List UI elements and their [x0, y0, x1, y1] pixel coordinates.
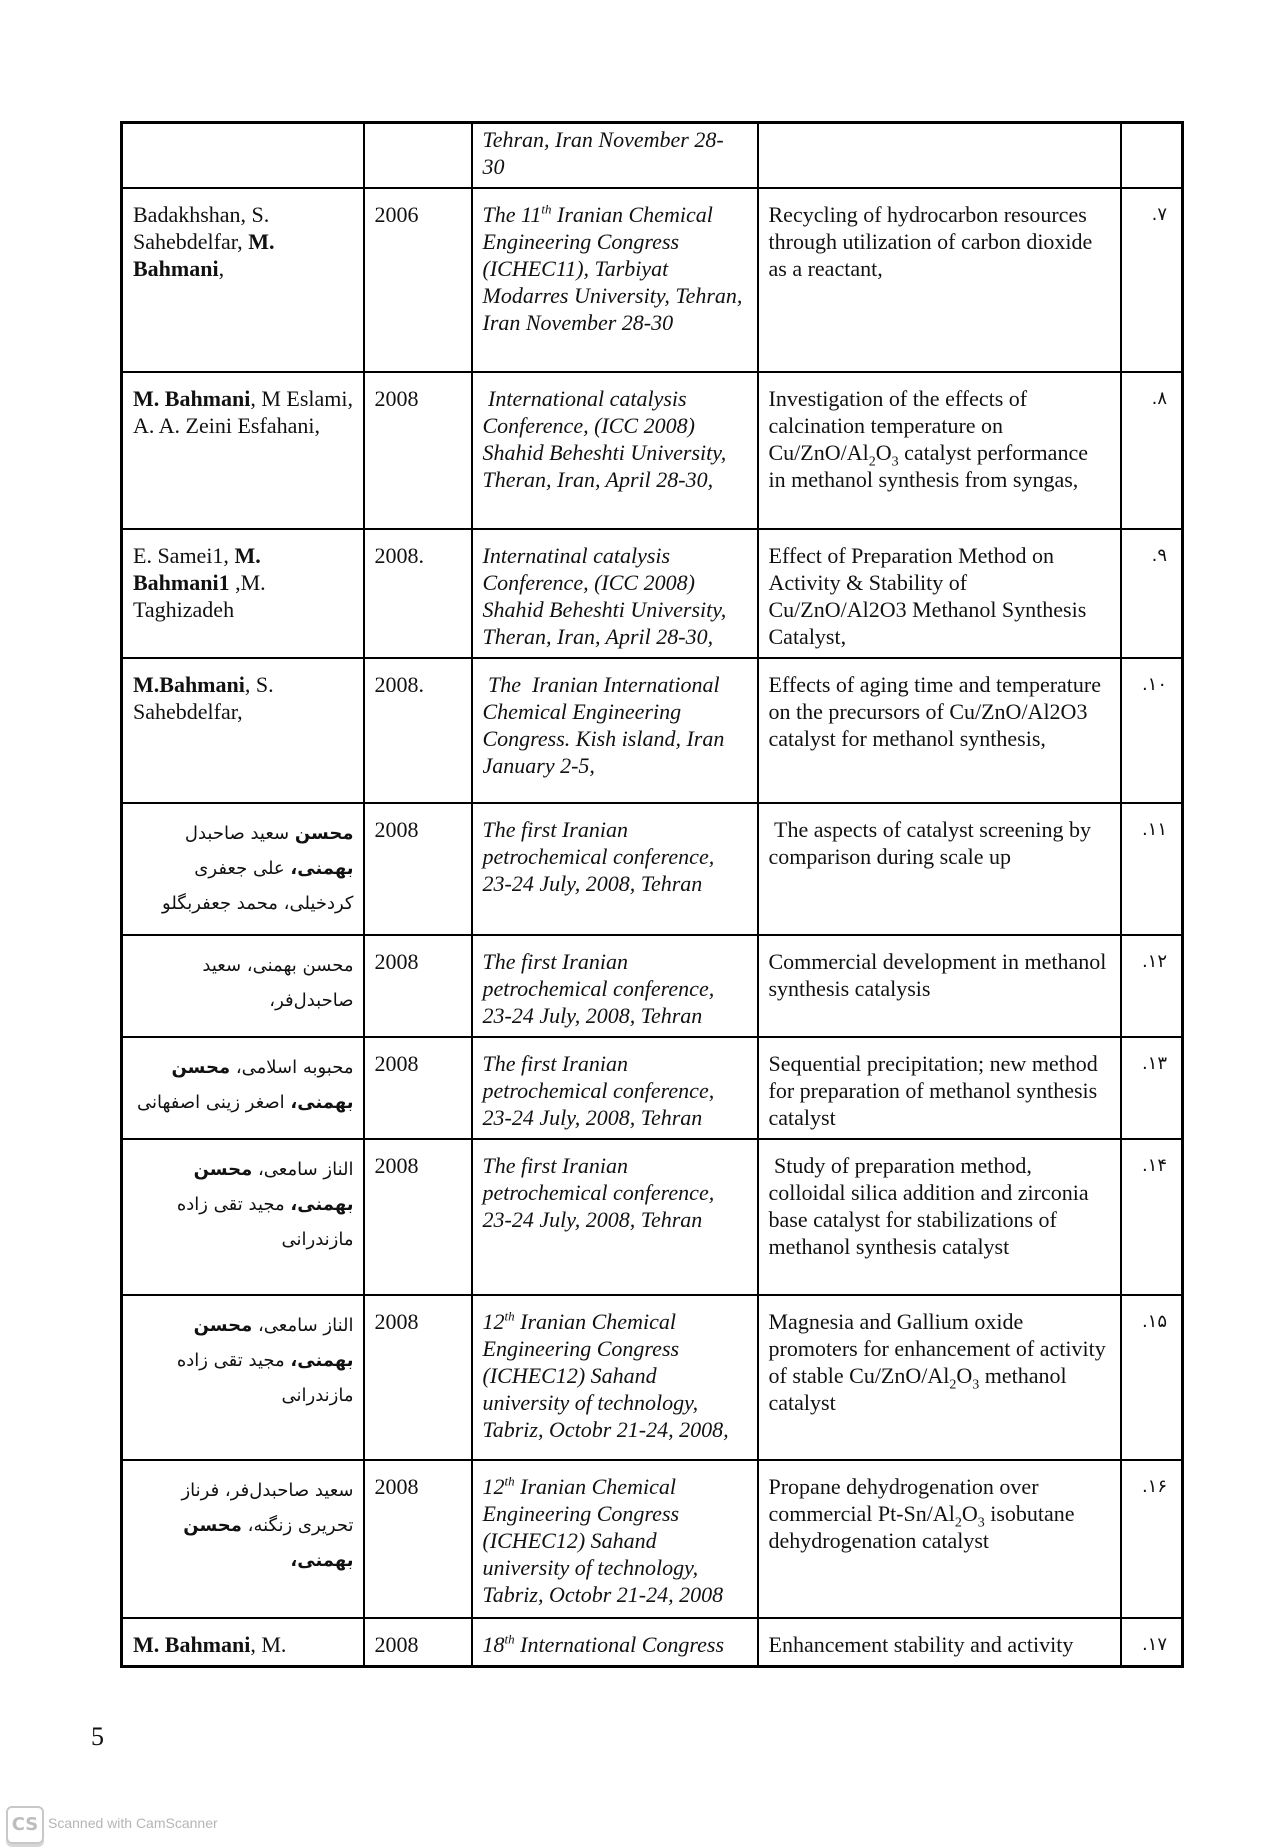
- authors-cell: [122, 123, 364, 188]
- row-number-cell: .۱۵: [1121, 1295, 1183, 1460]
- venue-cell: 12th Iranian Chemical Engineering Congress (ICHEC12) Sahand university of technology, Tabriz, Octobr 21-24, 2008,: [472, 1295, 758, 1460]
- venue-cell: The first Iranian petrochemical conference, 23-24 July, 2008, Tehran: [472, 1037, 758, 1139]
- year-cell: 2008: [364, 1295, 472, 1460]
- row-number-cell: .۷: [1121, 188, 1183, 372]
- author-text: Badakhshan, S. Sahebdelfar,: [133, 201, 270, 254]
- venue-cell: The first Iranian petrochemical conference, 23-24 July, 2008, Tehran: [472, 1139, 758, 1295]
- row-number-cell: [1121, 123, 1183, 188]
- camscanner-logo-icon: CS: [6, 1806, 44, 1844]
- publications-table: [120, 121, 1184, 1668]
- table-row: [122, 803, 1183, 935]
- year-cell: 2008: [364, 1139, 472, 1295]
- row-number-cell: .۱۷: [1121, 1618, 1183, 1667]
- author-text: E. Samei1,: [133, 542, 235, 568]
- author-text: ,: [218, 255, 225, 281]
- author-text: ,M. Taghizadeh: [133, 569, 266, 622]
- author-text: مجید تقی زاده مازندرانی: [176, 1193, 354, 1250]
- authors-cell: [122, 188, 364, 372]
- venue-cell: 12th Iranian Chemical Engineering Congress (ICHEC12) Sahand university of technology, Tabriz, Octobr 21-24, 2008: [472, 1460, 758, 1618]
- year-cell: 2008: [364, 1460, 472, 1618]
- year-cell: 2006: [364, 188, 472, 372]
- row-number-cell: .۱۶: [1121, 1460, 1183, 1618]
- paper-title-cell: Magnesia and Gallium oxide promoters for enhancement of activity of stable $Cu/ZnO/Al_2O_3$ methanol catalyst: [758, 1295, 1121, 1460]
- table-row: [122, 1618, 1183, 1667]
- paper-title-cell: [758, 123, 1121, 188]
- highlighted-author: محسن بهمنی،: [171, 1056, 354, 1113]
- authors-cell: [122, 1618, 364, 1667]
- row-number-cell: .۸: [1121, 372, 1183, 529]
- highlighted-author: محسن: [294, 822, 354, 844]
- row-number-cell: .۱۳: [1121, 1037, 1183, 1139]
- table-row: [122, 372, 1183, 529]
- row-number-cell: .۱۱: [1121, 803, 1183, 935]
- row-number-cell: .۱۲: [1121, 935, 1183, 1037]
- highlighted-author: محسن بهمنی،: [193, 1158, 354, 1215]
- venue-line: Tehran, Iran November 28-: [482, 127, 724, 152]
- author-text: , M.: [250, 1631, 287, 1657]
- paper-title-cell: Commercial development in methanol synthesis catalysis: [758, 935, 1121, 1037]
- year-cell: 2008: [364, 372, 472, 529]
- author-text: محبوبه اسلامی،: [230, 1056, 354, 1078]
- table-row: [122, 1037, 1183, 1139]
- author-text: الناز سامعی،: [252, 1158, 354, 1180]
- authors-cell: [122, 1037, 364, 1139]
- venue-cell: The first Iranian petrochemical conference, 23-24 July, 2008, Tehran: [472, 803, 758, 935]
- paper-title-cell: Enhancement stability and activity: [758, 1618, 1121, 1667]
- author-text: علی جعفری کردخیلی، محمد جعفربگلو: [162, 857, 354, 914]
- row-number-cell: .۱۰: [1121, 658, 1183, 803]
- camscanner-watermark-text: Scanned with CamScanner: [48, 1815, 218, 1831]
- author-text: , S. Sahebdelfar,: [133, 671, 274, 724]
- venue-line: 30: [482, 154, 505, 179]
- year-cell: 2008: [364, 1037, 472, 1139]
- authors-cell: [122, 529, 364, 658]
- paper-title-cell: Recycling of hydrocarbon resources through utilization of carbon dioxide as a reactant,: [758, 188, 1121, 372]
- paper-title-cell: Effects of aging time and temperature on the precursors of Cu/ZnO/Al2O3 catalyst for methanol synthesis,: [758, 658, 1121, 803]
- authors-cell: [122, 935, 364, 1037]
- paper-title-cell: Propane dehydrogenation over commercial $Pt-Sn/Al_2O_3$ isobutane dehydrogenation catalyst: [758, 1460, 1121, 1618]
- authors-cell: [122, 1139, 364, 1295]
- highlighted-author: محسن بهمنی،: [183, 1514, 354, 1571]
- author-text: الناز سامعی،: [252, 1314, 354, 1336]
- table-row: [122, 935, 1183, 1037]
- table-row: [122, 658, 1183, 803]
- author-text: مجید تقی زاده مازندرانی: [176, 1349, 354, 1406]
- paper-title-cell: Study of preparation method, colloidal silica addition and zirconia base catalyst for stabilizations of methanol synthesis catalyst: [758, 1139, 1121, 1295]
- author-text: سعید صاحبدل: [184, 822, 295, 844]
- author-text: اصغر زینی اصفهانی: [137, 1091, 291, 1113]
- authors-cell: [122, 1460, 364, 1618]
- highlighted-author: M. Bahmani: [133, 1631, 251, 1657]
- highlighted-author: بهمنی،: [290, 857, 354, 879]
- authors-cell: [122, 803, 364, 935]
- highlighted-author: M. Bahmani: [133, 385, 251, 411]
- paper-title-cell: Sequential precipitation; new method for preparation of methanol synthesis catalyst: [758, 1037, 1121, 1139]
- row-number-cell: .۱۴: [1121, 1139, 1183, 1295]
- row-number-cell: .۹: [1121, 529, 1183, 658]
- author-text: , M Eslami, A. A. Zeini Esfahani,: [133, 385, 354, 438]
- paper-title-cell: The aspects of catalyst screening by comparison during scale up: [758, 803, 1121, 935]
- table-row: [122, 1460, 1183, 1618]
- venue-cell: The Iranian International Chemical Engineering Congress. Kish island, Iran January 2-5,: [472, 658, 758, 803]
- year-cell: 2008: [364, 803, 472, 935]
- paper-title-cell: Investigation of the effects of calcination temperature on $Cu/ZnO/Al_2O_3$ catalyst performance in methanol synthesis from syngas,: [758, 372, 1121, 529]
- authors-cell: [122, 1295, 364, 1460]
- venue-cell: Internatinal catalysis Conference, (ICC 2008) Shahid Beheshti University, Theran, Iran, April 28-30,: [472, 529, 758, 658]
- year-cell: 2008: [364, 935, 472, 1037]
- publications-table-body: [122, 123, 1183, 1667]
- year-cell: 2008.: [364, 658, 472, 803]
- venue-cell: The first Iranian petrochemical conference, 23-24 July, 2008, Tehran: [472, 935, 758, 1037]
- author-text: سعید صاحبدل‌فر، فرناز تحریری زنگنه،: [181, 1479, 354, 1536]
- table-row: [122, 1295, 1183, 1460]
- highlighted-author: M. Bahmani: [133, 228, 275, 281]
- page-number: 5: [91, 1722, 104, 1751]
- year-cell: [364, 123, 472, 188]
- table-row: [122, 188, 1183, 372]
- year-cell: 2008.: [364, 529, 472, 658]
- table-row: [122, 529, 1183, 658]
- highlighted-author: محسن بهمنی،: [193, 1314, 354, 1371]
- paper-title-cell: Effect of Preparation Method on Activity & Stability of Cu/ZnO/Al2O3 Methanol Synthesis Catalyst,: [758, 529, 1121, 658]
- venue-cell: [472, 123, 758, 188]
- year-cell: 2008: [364, 1618, 472, 1667]
- venue-cell: 18th International Congress: [472, 1618, 758, 1667]
- venue-cell: The 11th Iranian Chemical Engineering Congress (ICHEC11), Tarbiyat Modarres University, Tehran, Iran November 28-30: [472, 188, 758, 372]
- highlighted-author: M. Bahmani1: [133, 542, 261, 595]
- venue-cell: International catalysis Conference, (ICC 2008) Shahid Beheshti University, Theran, Iran, April 28-30,: [472, 372, 758, 529]
- table-row: [122, 1139, 1183, 1295]
- author-text: محسن بهمنی، سعید صاحبدل‌فر،: [202, 954, 354, 1011]
- table-row: [122, 123, 1183, 188]
- authors-cell: [122, 658, 364, 803]
- highlighted-author: M.Bahmani: [133, 671, 245, 697]
- authors-cell: [122, 372, 364, 529]
